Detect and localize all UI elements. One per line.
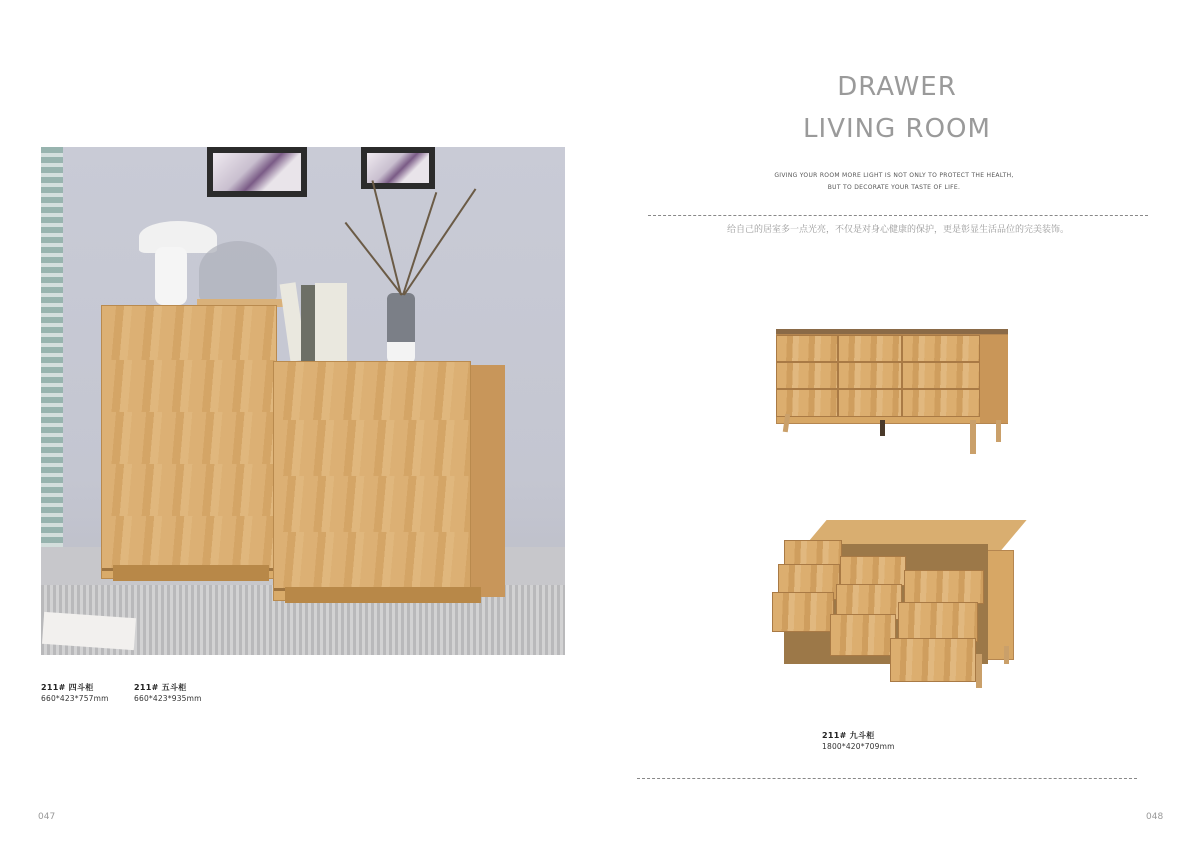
branch: [403, 188, 476, 295]
book: [315, 283, 347, 361]
vase: [387, 293, 415, 363]
product-size: 660*423*935mm: [134, 694, 202, 703]
chest-plinth: [285, 587, 481, 603]
product-code: 211# 五斗柜: [134, 683, 187, 692]
divider-top: [648, 215, 1148, 216]
page-number-left: 047: [38, 812, 56, 822]
branch: [402, 192, 437, 295]
chest-plinth: [113, 565, 269, 581]
lamp-base: [155, 247, 187, 305]
chest-five-drawer: [273, 361, 471, 601]
page-number-right: 048: [1146, 812, 1164, 822]
book: [301, 285, 315, 361]
chinese-slogan: 给自己的居室多一点光亮，不仅是对身心健康的保护，更是彰显生活品位的完美装饰。: [726, 225, 1069, 235]
wall-art-left: [207, 147, 307, 197]
chest-four-drawer: [101, 305, 277, 579]
chest-side: [471, 365, 505, 597]
divider-bottom: [637, 778, 1137, 779]
subtitle-line-2: BUT TO DECORATE YOUR TASTE OF LIFE.: [827, 184, 961, 191]
product-code: 211# 四斗柜: [41, 683, 94, 692]
product-code: 211# 九斗柜: [822, 731, 875, 740]
subtitle-line-1: GIVING YOUR ROOM MORE LIGHT IS NOT ONLY TO PROTECT THE HEALTH,: [774, 172, 1014, 179]
title-line-1: DRAWER: [837, 72, 957, 102]
sideboard-front-view: [770, 326, 1014, 460]
product-size: 660*423*757mm: [41, 694, 109, 703]
lamp-shadow: [199, 241, 277, 301]
window: [41, 147, 63, 587]
product-size: 1800*420*709mm: [822, 742, 895, 751]
sideboard-open-view: [770, 514, 1020, 690]
magazine: [42, 612, 136, 650]
branch: [345, 222, 403, 296]
title-line-2: LIVING ROOM: [803, 114, 991, 144]
room-photo: [41, 147, 565, 655]
